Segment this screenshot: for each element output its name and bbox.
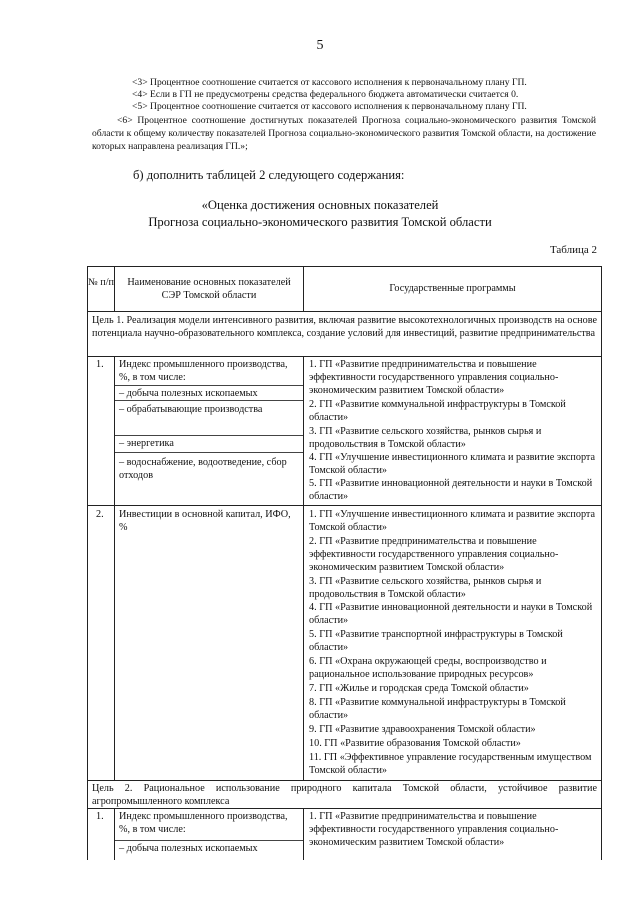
row2-num: 2. [96, 509, 104, 520]
table-title-line2: Прогноза социально-экономического развития Томской области [148, 215, 492, 229]
row2-program-9: 9. ГП «Развитие здравоохранения Томской области» [309, 724, 536, 735]
row2-program-5: 5. ГП «Развитие транспортной инфраструктуры в Томской области» [309, 629, 563, 654]
row1-program-2: 2. ГП «Развитие коммунальной инфраструктуры в Томской области» [309, 399, 566, 424]
row1-indicator-manufacturing: – обрабатывающие производства [119, 404, 263, 415]
footnote-4: <4> Если в ГП не предусмотрены средства федерального бюджета автоматически считается 0. [132, 89, 519, 100]
row2-program-1: 1. ГП «Улучшение инвестиционного климата и развитие экспорта Томской области» [309, 509, 596, 534]
footnote-6: <6> Процентное соотношение достигнутых показателей Прогноза социально-экономического развития Томской области к общему количеству показателей Прогноза социально-экономического развития Томской области, на достижение которых направлена реализация ГП.»; [92, 115, 596, 152]
footnote-5: <5> Процентное соотношение считается от кассового исполнения к первоначальному плану ГП. [132, 101, 527, 112]
row1-program-3: 3. ГП «Развитие сельского хозяйства, рынков сырья и продовольствия в Томской области» [309, 426, 542, 451]
row3-indicator-mining: – добыча полезных ископаемых [119, 843, 258, 854]
row2-program-11: 11. ГП «Эффективное управление государственным имуществом Томской области» [309, 752, 592, 777]
row1-indicator-water: – водоснабжение, водоотведение, сбор отходов [119, 457, 287, 482]
row2-program-8: 8. ГП «Развитие коммунальной инфраструктуры в Томской области» [309, 697, 566, 722]
row1-num: 1. [96, 359, 104, 370]
header-programs: Государственные программы [389, 283, 516, 294]
row2-program-2: 2. ГП «Развитие предпринимательства и повышение эффективности государственного управления социально-экономическим развитием Томской области» [309, 536, 559, 574]
row2-program-3: 3. ГП «Развитие сельского хозяйства, рынков сырья и продовольствия в Томской области» [309, 576, 542, 601]
row2-program-10: 10. ГП «Развитие образования Томской области» [309, 738, 521, 749]
footnote-3: <3> Процентное соотношение считается от кассового исполнения к первоначальному плану ГП. [132, 77, 527, 88]
row1-program-1: 1. ГП «Развитие предпринимательства и повышение эффективности государственного управления социально-экономическим развитием Томской области» [309, 359, 559, 397]
table-label: Таблица 2 [549, 244, 597, 256]
row1-indicator-energy: – энергетика [119, 438, 174, 449]
row2-program-4: 4. ГП «Развитие инновационной деятельности и науки в Томской области» [309, 602, 593, 627]
row1-indicator-mining: – добыча полезных ископаемых [119, 388, 258, 399]
row1-program-4: 4. ГП «Улучшение инвестиционного климата и развитие экспорта Томской области» [309, 452, 596, 477]
row1-indicator-main: Индекс промышленного производства, %, в том числе: [119, 359, 288, 384]
row3-num: 1. [96, 811, 104, 822]
row1-program-5: 5. ГП «Развитие инновационной деятельности и науки в Томской области» [309, 478, 593, 503]
page-number: 5 [316, 38, 324, 53]
row3-program-1: 1. ГП «Развитие предпринимательства и повышение эффективности государственного управления социально-экономическим развитием Томской области» [309, 811, 559, 849]
row2-indicator: Инвестиции в основной капитал, ИФО, % [119, 509, 291, 534]
row2-program-6: 6. ГП «Охрана окружающей среды, воспроизводство и рациональное использование природных ресурсов» [309, 656, 547, 681]
header-num: № п/п [88, 277, 115, 288]
row2-program-7: 7. ГП «Жилье и городская среда Томской области» [309, 683, 529, 694]
goal-2: Цель 2. Рациональное использование природного капитала Томской области, устойчивое развитие агропромышленного комплекса [92, 783, 597, 808]
goal-1: Цель 1. Реализация модели интенсивного развития, включая развитие высокотехнологичных производств на основе потенциала научно-образовательного комплекса, создание условий для инвестиций, развитие предпринимательства [92, 315, 597, 340]
table-title-line1: «Оценка достижения основных показателей [201, 198, 439, 212]
header-indicators: Наименование основных показателей СЭР Томской области [127, 277, 291, 301]
row3-indicator-main: Индекс промышленного производства, %, в том числе: [119, 811, 288, 836]
amendment-statement: б) дополнить таблицей 2 следующего содержания: [133, 168, 405, 182]
